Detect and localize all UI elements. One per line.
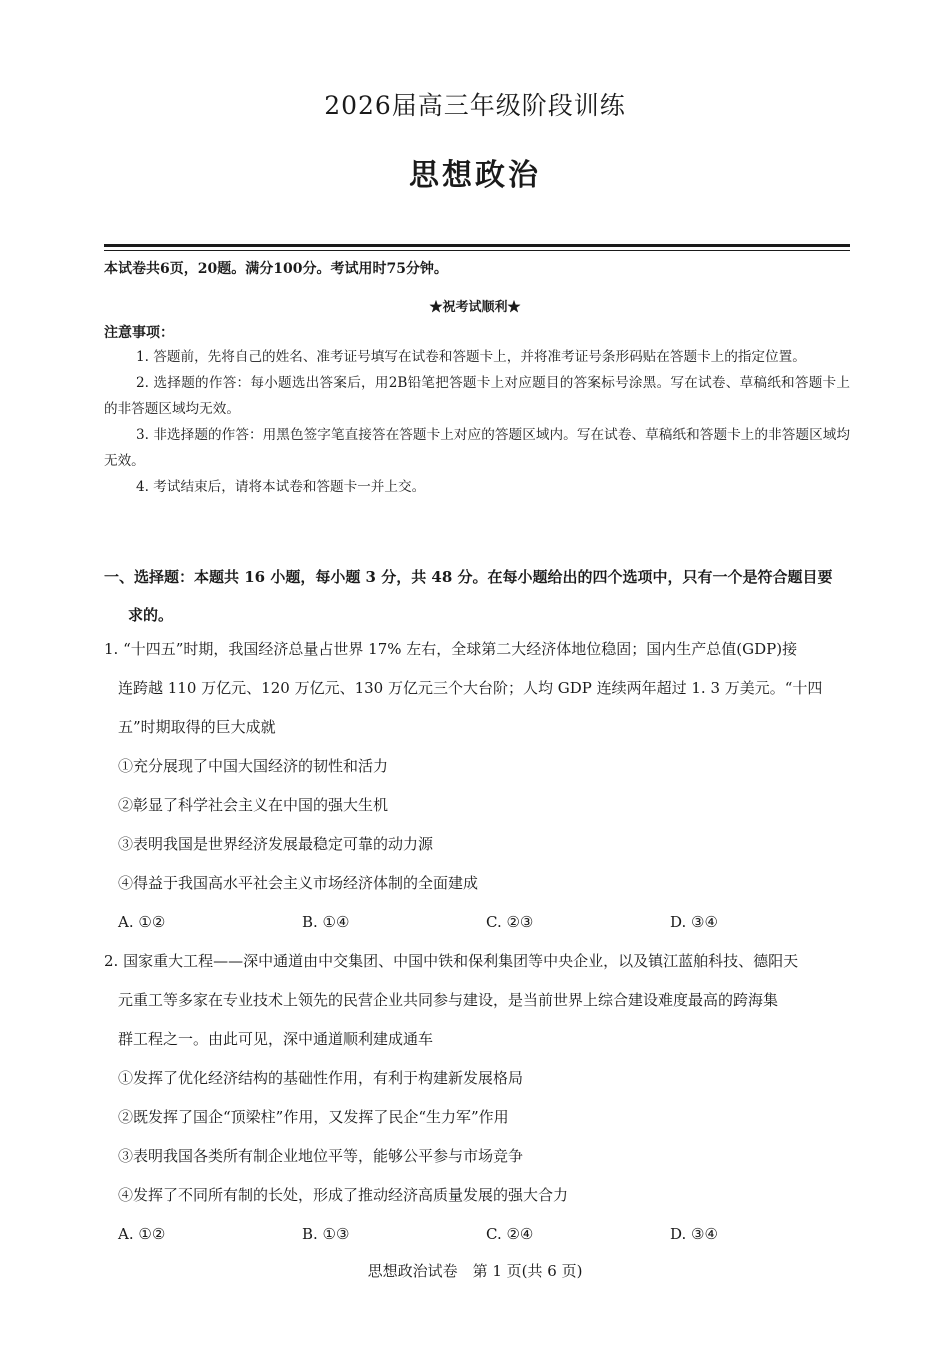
- answer-options: [104, 903, 850, 942]
- notice-item: 3. 非选择题的作答：用黑色签字笔直接答在答题卡上对应的答题区域内。写在试卷、草稿纸和答题卡上的非答题区域均无效。: [104, 427, 850, 469]
- exam-info: 本试卷共6页，20题。满分100分。考试用时75分钟。: [104, 261, 448, 277]
- statement: ①发挥了优化经济结构的基础性作用，有利于构建新发展格局: [118, 1069, 524, 1087]
- option-b: B. ①④: [302, 913, 350, 931]
- good-luck-banner: ★祝考试顺利★: [429, 300, 521, 315]
- statement: ③表明我国是世界经济发展最稳定可靠的动力源: [118, 835, 434, 853]
- section-heading-line1: 一、选择题：本题共 16 小题，每小题 3 分，共 48 分。在每小题给出的四个选项中，只有一个是符合题目要: [104, 568, 833, 586]
- section-heading-line2: 求的。: [128, 606, 174, 624]
- stem-line: 1. “十四五”时期，我国经济总量占世界 17% 左右，全球第二大经济体地位稳固；国内生产总值(GDP)接: [104, 640, 798, 658]
- stem-line: 2. 国家重大工程——深中通道由中交集团、中国中铁和保利集团等中央企业，以及镇江蓝舶科技、德阳天: [104, 952, 799, 970]
- statement: ②既发挥了国企“顶梁柱”作用，又发挥了民企“生力军”作用: [118, 1108, 509, 1126]
- statement: ①充分展现了中国大国经济的韧性和活力: [118, 757, 389, 775]
- option-c: C. ②④: [486, 1225, 534, 1243]
- option-c: C. ②③: [486, 913, 534, 931]
- question-stem: [104, 630, 850, 747]
- statement: ②彰显了科学社会主义在中国的强大生机: [118, 796, 389, 814]
- section-heading: [104, 558, 850, 634]
- statement: ④得益于我国高水平社会主义市场经济体制的全面建成: [118, 874, 479, 892]
- answer-options: [104, 1215, 850, 1254]
- stem-line: 连跨越 110 万亿元、120 万亿元、130 万亿元三个大台阶；人均 GDP 连续两年超过 1. 3 万美元。“十四: [118, 679, 823, 697]
- option-d: D. ③④: [670, 1225, 718, 1243]
- option-a: A. ①②: [118, 913, 166, 931]
- notice-list: [104, 344, 850, 500]
- option-d: D. ③④: [670, 913, 718, 931]
- statement: ③表明我国各类所有制企业地位平等，能够公平参与市场竞争: [118, 1147, 524, 1165]
- divider-thin: [104, 250, 850, 251]
- exam-title: 2026届高三年级阶段训练: [324, 91, 626, 120]
- option-b: B. ①③: [302, 1225, 350, 1243]
- stem-line: 元重工等多家在专业技术上领先的民营企业共同参与建设，是当前世界上综合建设难度最高的跨海集: [118, 991, 779, 1009]
- page-footer: 思想政治试卷 第 1 页(共 6 页): [367, 1262, 583, 1280]
- notice-item: 4. 考试结束后，请将本试卷和答题卡一并上交。: [136, 479, 426, 495]
- question-stem: [104, 942, 850, 1059]
- stem-line: 群工程之一。由此可见，深中通道顺利建成通车: [118, 1030, 434, 1048]
- notice-heading: 注意事项：: [104, 325, 174, 341]
- question-2: [104, 942, 850, 1254]
- option-a: A. ①②: [118, 1225, 166, 1243]
- notice-item: 2. 选择题的作答：每小题选出答案后，用2B铅笔把答题卡上对应题目的答案标号涂黑。写在试卷、草稿纸和答题卡上的非答题区域均无效。: [104, 375, 850, 417]
- statement: ④发挥了不同所有制的长处，形成了推动经济高质量发展的强大合力: [118, 1186, 569, 1204]
- divider-thick: [104, 244, 850, 247]
- subject-title: 思想政治: [409, 158, 541, 193]
- stem-line: 五”时期取得的巨大成就: [118, 718, 276, 736]
- notice-item: 1. 答题前，先将自己的姓名、准考证号填写在试卷和答题卡上，并将准考证号条形码贴在答题卡上的指定位置。: [136, 349, 806, 365]
- question-1: [104, 630, 850, 942]
